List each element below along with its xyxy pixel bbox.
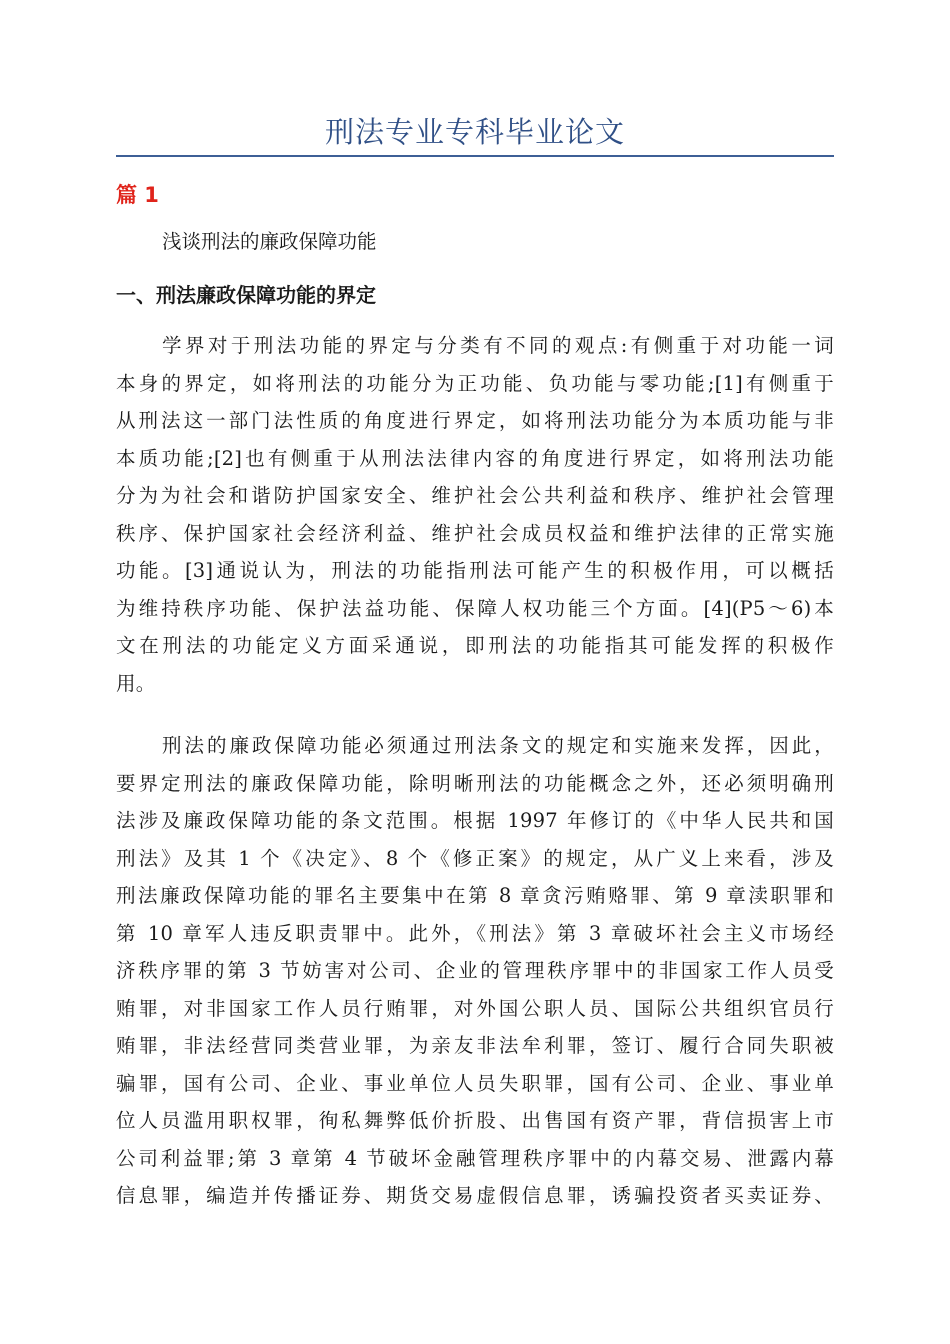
paragraph-line: 刑法的廉政保障功能必须通过刑法条文的规定和实施来发挥，因此， [162, 734, 834, 757]
document-title: 刑法专业专科毕业论文 [324, 115, 625, 149]
paragraph-line: 从刑法这一部门法性质的角度进行界定，如将刑法功能分为本质功能与非 [116, 409, 834, 432]
paragraph-line: 分为为社会和谐防护国家安全、维护社会公共利益和秩序、维护社会管理 [116, 484, 834, 507]
paragraph-line: 信息罪，编造并传播证券、期货交易虚假信息罪，诱骗投资者买卖证券、 [116, 1184, 834, 1207]
paragraph-line: 贿罪，非法经营同类营业罪，为亲友非法牟利罪，签订、履行合同失职被 [116, 1034, 834, 1057]
paragraph-line: 法涉及廉政保障功能的条文范围。根据 1997 年修订的《中华人民共和国 [116, 809, 834, 832]
paragraph-line: 第 10 章军人违反职责罪中。此外，《刑法》第 3 章破坏社会主义市场经 [116, 921, 834, 945]
paragraph-line: 位人员滥用职权罪，徇私舞弊低价折股、出售国有资产罪，背信损害上市 [116, 1109, 834, 1132]
paragraph-line: 秩序、保护国家社会经济利益、维护社会成员权益和维护法律的正常实施 [116, 521, 834, 545]
paragraph-line: 贿罪，对非国家工作人员行贿罪，对外国公职人员、国际公共组织官员行 [116, 996, 834, 1020]
paragraph-line: 学界对于刑法功能的界定与分类有不同的观点:有侧重于对功能一词 [162, 334, 834, 357]
paragraph-line: 本质功能;[2]也有侧重于从刑法法律内容的角度进行界定，如将刑法功能 [116, 446, 834, 470]
paragraph-line: 用。 [116, 671, 156, 695]
paragraph-line: 公司利益罪;第 3 章第 4 节破坏金融管理秩序罪中的内幕交易、泄露内幕 [116, 1146, 834, 1170]
section-heading: 一、刑法廉政保障功能的界定 [116, 283, 376, 307]
body-paragraph-2 [116, 727, 834, 1215]
paragraph-line: 要界定刑法的廉政保障功能，除明晰刑法的功能概念之外，还必须明确刑 [116, 771, 834, 795]
paragraph-line: 刑法》及其 1 个《决定》、8 个《修正案》的规定，从广义上来看，涉及 [116, 846, 834, 870]
paragraph-line: 骗罪，国有公司、企业、事业单位人员失职罪，国有公司、企业、事业单 [116, 1071, 834, 1095]
title-underline [116, 155, 834, 157]
section-label: 篇 1 [116, 183, 159, 207]
paragraph-line: 济秩序罪的第 3 节妨害对公司、企业的管理秩序罪中的非国家工作人员受 [116, 959, 834, 982]
paragraph-line: 为维持秩序功能、保护法益功能、保障人权功能三个方面。[4](P5～6)本 [116, 596, 834, 620]
body-paragraph-1 [116, 327, 834, 702]
paragraph-line: 刑法廉政保障功能的罪名主要集中在第 8 章贪污贿赂罪、第 9 章渎职罪和 [116, 884, 834, 907]
paragraph-line: 文在刑法的功能定义方面采通说，即刑法的功能指其可能发挥的积极作 [116, 634, 834, 657]
paragraph-line: 本身的界定，如将刑法的功能分为正功能、负功能与零功能;[1]有侧重于 [116, 371, 834, 395]
paragraph-line: 功能。[3]通说认为，刑法的功能指刑法可能产生的积极作用，可以概括 [116, 559, 834, 582]
article-subtitle: 浅谈刑法的廉政保障功能 [162, 230, 377, 253]
